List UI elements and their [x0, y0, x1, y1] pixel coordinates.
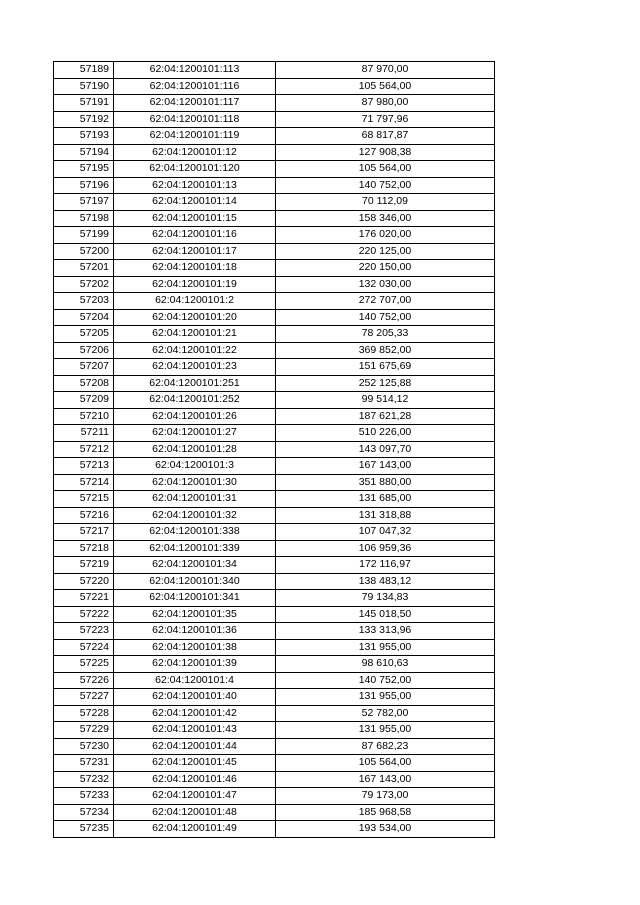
row-number-cell: 57211	[54, 425, 114, 442]
cadastral-value-cell: 185 968,58	[276, 804, 495, 821]
row-number-cell: 57232	[54, 771, 114, 788]
table-row	[54, 722, 495, 739]
cadastral-number-cell: 62:04:1200101:3	[114, 458, 276, 475]
cadastral-number-cell: 62:04:1200101:21	[114, 326, 276, 343]
cadastral-value-cell: 272 707,00	[276, 293, 495, 310]
cadastral-value-cell: 87 970,00	[276, 62, 495, 79]
table-row	[54, 639, 495, 656]
table-row	[54, 672, 495, 689]
cadastral-number-cell: 62:04:1200101:338	[114, 524, 276, 541]
cadastral-number-cell: 62:04:1200101:40	[114, 689, 276, 706]
row-number-cell: 57191	[54, 95, 114, 112]
cadastral-number-cell: 62:04:1200101:28	[114, 441, 276, 458]
cadastral-value-cell: 132 030,00	[276, 276, 495, 293]
row-number-cell: 57234	[54, 804, 114, 821]
cadastral-number-cell: 62:04:1200101:36	[114, 623, 276, 640]
cadastral-number-cell: 62:04:1200101:42	[114, 705, 276, 722]
row-number-cell: 57197	[54, 194, 114, 211]
cadastral-value-cell: 187 621,28	[276, 408, 495, 425]
table-row	[54, 95, 495, 112]
table-row	[54, 342, 495, 359]
table-row	[54, 524, 495, 541]
table-row	[54, 177, 495, 194]
table-row	[54, 128, 495, 145]
table-row	[54, 590, 495, 607]
cadastral-value-cell: 87 682,23	[276, 738, 495, 755]
row-number-cell: 57207	[54, 359, 114, 376]
cadastral-value-cell: 87 980,00	[276, 95, 495, 112]
cadastral-value-cell: 167 143,00	[276, 458, 495, 475]
table-row	[54, 375, 495, 392]
row-number-cell: 57217	[54, 524, 114, 541]
cadastral-number-cell: 62:04:1200101:341	[114, 590, 276, 607]
cadastral-value-cell: 133 313,96	[276, 623, 495, 640]
cadastral-number-cell: 62:04:1200101:13	[114, 177, 276, 194]
cadastral-number-cell: 62:04:1200101:18	[114, 260, 276, 277]
cadastral-value-cell: 172 116,97	[276, 557, 495, 574]
cadastral-number-cell: 62:04:1200101:117	[114, 95, 276, 112]
table-row	[54, 507, 495, 524]
cadastral-value-cell: 131 955,00	[276, 689, 495, 706]
row-number-cell: 57225	[54, 656, 114, 673]
cadastral-value-cell: 351 880,00	[276, 474, 495, 491]
table-row	[54, 540, 495, 557]
cadastral-number-cell: 62:04:1200101:30	[114, 474, 276, 491]
cadastral-number-cell: 62:04:1200101:35	[114, 606, 276, 623]
cadastral-number-cell: 62:04:1200101:49	[114, 821, 276, 838]
row-number-cell: 57228	[54, 705, 114, 722]
table-row	[54, 738, 495, 755]
table-row	[54, 441, 495, 458]
table-row	[54, 689, 495, 706]
table-row	[54, 62, 495, 79]
cadastral-value-cell: 252 125,88	[276, 375, 495, 392]
cadastral-number-cell: 62:04:1200101:46	[114, 771, 276, 788]
cadastral-number-cell: 62:04:1200101:16	[114, 227, 276, 244]
table-row	[54, 705, 495, 722]
cadastral-value-cell: 158 346,00	[276, 210, 495, 227]
cadastral-number-cell: 62:04:1200101:340	[114, 573, 276, 590]
cadastral-value-cell: 220 150,00	[276, 260, 495, 277]
cadastral-number-cell: 62:04:1200101:27	[114, 425, 276, 442]
cadastral-number-cell: 62:04:1200101:43	[114, 722, 276, 739]
row-number-cell: 57209	[54, 392, 114, 409]
row-number-cell: 57231	[54, 755, 114, 772]
table-row	[54, 144, 495, 161]
table-row	[54, 392, 495, 409]
table-row	[54, 557, 495, 574]
cadastral-number-cell: 62:04:1200101:119	[114, 128, 276, 145]
row-number-cell: 57235	[54, 821, 114, 838]
table-row	[54, 111, 495, 128]
table-row	[54, 161, 495, 178]
table-row	[54, 656, 495, 673]
cadastral-number-cell: 62:04:1200101:12	[114, 144, 276, 161]
table-row	[54, 359, 495, 376]
cadastral-value-cell: 140 752,00	[276, 177, 495, 194]
cadastral-value-cell: 193 534,00	[276, 821, 495, 838]
cadastral-value-cell: 145 018,50	[276, 606, 495, 623]
row-number-cell: 57195	[54, 161, 114, 178]
cadastral-number-cell: 62:04:1200101:47	[114, 788, 276, 805]
cadastral-number-cell: 62:04:1200101:116	[114, 78, 276, 95]
cadastral-number-cell: 62:04:1200101:38	[114, 639, 276, 656]
table-row	[54, 788, 495, 805]
cadastral-number-cell: 62:04:1200101:45	[114, 755, 276, 772]
row-number-cell: 57220	[54, 573, 114, 590]
table-row	[54, 293, 495, 310]
row-number-cell: 57189	[54, 62, 114, 79]
cadastral-number-cell: 62:04:1200101:20	[114, 309, 276, 326]
cadastral-value-cell: 131 955,00	[276, 722, 495, 739]
cadastral-number-cell: 62:04:1200101:26	[114, 408, 276, 425]
table-row	[54, 194, 495, 211]
cadastral-value-cell: 220 125,00	[276, 243, 495, 260]
row-number-cell: 57222	[54, 606, 114, 623]
cadastral-number-cell: 62:04:1200101:4	[114, 672, 276, 689]
row-number-cell: 57214	[54, 474, 114, 491]
cadastral-value-cell: 143 097,70	[276, 441, 495, 458]
row-number-cell: 57202	[54, 276, 114, 293]
cadastral-number-cell: 62:04:1200101:22	[114, 342, 276, 359]
cadastral-value-cell: 369 852,00	[276, 342, 495, 359]
table-row	[54, 276, 495, 293]
table-row	[54, 771, 495, 788]
cadastral-value-cell: 167 143,00	[276, 771, 495, 788]
row-number-cell: 57190	[54, 78, 114, 95]
row-number-cell: 57216	[54, 507, 114, 524]
cadastral-number-cell: 62:04:1200101:251	[114, 375, 276, 392]
cadastral-value-cell: 140 752,00	[276, 672, 495, 689]
table-row	[54, 78, 495, 95]
row-number-cell: 57200	[54, 243, 114, 260]
row-number-cell: 57219	[54, 557, 114, 574]
cadastral-value-cell: 98 610,63	[276, 656, 495, 673]
cadastral-value-cell: 71 797,96	[276, 111, 495, 128]
row-number-cell: 57201	[54, 260, 114, 277]
row-number-cell: 57213	[54, 458, 114, 475]
cadastral-value-cell: 131 318,88	[276, 507, 495, 524]
cadastral-value-cell: 78 205,33	[276, 326, 495, 343]
cadastral-number-cell: 62:04:1200101:48	[114, 804, 276, 821]
table-row	[54, 491, 495, 508]
table-row	[54, 474, 495, 491]
cadastral-number-cell: 62:04:1200101:14	[114, 194, 276, 211]
row-number-cell: 57193	[54, 128, 114, 145]
cadastral-value-cell: 68 817,87	[276, 128, 495, 145]
cadastral-value-cell: 105 564,00	[276, 755, 495, 772]
cadastral-value-cell: 106 959,36	[276, 540, 495, 557]
cadastral-number-cell: 62:04:1200101:15	[114, 210, 276, 227]
cadastral-value-cell: 99 514,12	[276, 392, 495, 409]
table-row	[54, 821, 495, 838]
cadastral-number-cell: 62:04:1200101:23	[114, 359, 276, 376]
cadastral-number-cell: 62:04:1200101:39	[114, 656, 276, 673]
cadastral-value-cell: 105 564,00	[276, 78, 495, 95]
table-row	[54, 458, 495, 475]
row-number-cell: 57204	[54, 309, 114, 326]
table-row	[54, 755, 495, 772]
cadastral-value-cell: 70 112,09	[276, 194, 495, 211]
row-number-cell: 57199	[54, 227, 114, 244]
cadastral-value-cell: 79 134,83	[276, 590, 495, 607]
cadastral-value-table	[53, 61, 495, 838]
cadastral-value-cell: 107 047,32	[276, 524, 495, 541]
cadastral-number-cell: 62:04:1200101:44	[114, 738, 276, 755]
row-number-cell: 57233	[54, 788, 114, 805]
cadastral-value-cell: 52 782,00	[276, 705, 495, 722]
row-number-cell: 57223	[54, 623, 114, 640]
cadastral-number-cell: 62:04:1200101:17	[114, 243, 276, 260]
table-row	[54, 425, 495, 442]
table-row	[54, 227, 495, 244]
table-body	[54, 62, 495, 838]
row-number-cell: 57224	[54, 639, 114, 656]
cadastral-value-cell: 131 685,00	[276, 491, 495, 508]
cadastral-number-cell: 62:04:1200101:2	[114, 293, 276, 310]
cadastral-value-cell: 127 908,38	[276, 144, 495, 161]
cadastral-number-cell: 62:04:1200101:252	[114, 392, 276, 409]
table-row	[54, 804, 495, 821]
table-row	[54, 243, 495, 260]
table-row	[54, 309, 495, 326]
cadastral-number-cell: 62:04:1200101:34	[114, 557, 276, 574]
row-number-cell: 57226	[54, 672, 114, 689]
row-number-cell: 57210	[54, 408, 114, 425]
table-row	[54, 606, 495, 623]
cadastral-number-cell: 62:04:1200101:120	[114, 161, 276, 178]
cadastral-value-cell: 131 955,00	[276, 639, 495, 656]
cadastral-value-cell: 510 226,00	[276, 425, 495, 442]
row-number-cell: 57230	[54, 738, 114, 755]
row-number-cell: 57192	[54, 111, 114, 128]
cadastral-value-cell: 151 675,69	[276, 359, 495, 376]
cadastral-value-cell: 105 564,00	[276, 161, 495, 178]
cadastral-number-cell: 62:04:1200101:339	[114, 540, 276, 557]
cadastral-number-cell: 62:04:1200101:113	[114, 62, 276, 79]
cadastral-number-cell: 62:04:1200101:31	[114, 491, 276, 508]
table-row	[54, 623, 495, 640]
row-number-cell: 57229	[54, 722, 114, 739]
row-number-cell: 57218	[54, 540, 114, 557]
table-row	[54, 326, 495, 343]
row-number-cell: 57206	[54, 342, 114, 359]
row-number-cell: 57194	[54, 144, 114, 161]
cadastral-number-cell: 62:04:1200101:32	[114, 507, 276, 524]
cadastral-value-cell: 79 173,00	[276, 788, 495, 805]
row-number-cell: 57205	[54, 326, 114, 343]
cadastral-value-cell: 176 020,00	[276, 227, 495, 244]
cadastral-number-cell: 62:04:1200101:118	[114, 111, 276, 128]
cadastral-value-cell: 140 752,00	[276, 309, 495, 326]
table-row	[54, 210, 495, 227]
table-row	[54, 573, 495, 590]
table-row	[54, 408, 495, 425]
cadastral-number-cell: 62:04:1200101:19	[114, 276, 276, 293]
row-number-cell: 57221	[54, 590, 114, 607]
row-number-cell: 57203	[54, 293, 114, 310]
row-number-cell: 57215	[54, 491, 114, 508]
table-row	[54, 260, 495, 277]
row-number-cell: 57212	[54, 441, 114, 458]
cadastral-value-cell: 138 483,12	[276, 573, 495, 590]
row-number-cell: 57196	[54, 177, 114, 194]
row-number-cell: 57227	[54, 689, 114, 706]
row-number-cell: 57208	[54, 375, 114, 392]
row-number-cell: 57198	[54, 210, 114, 227]
